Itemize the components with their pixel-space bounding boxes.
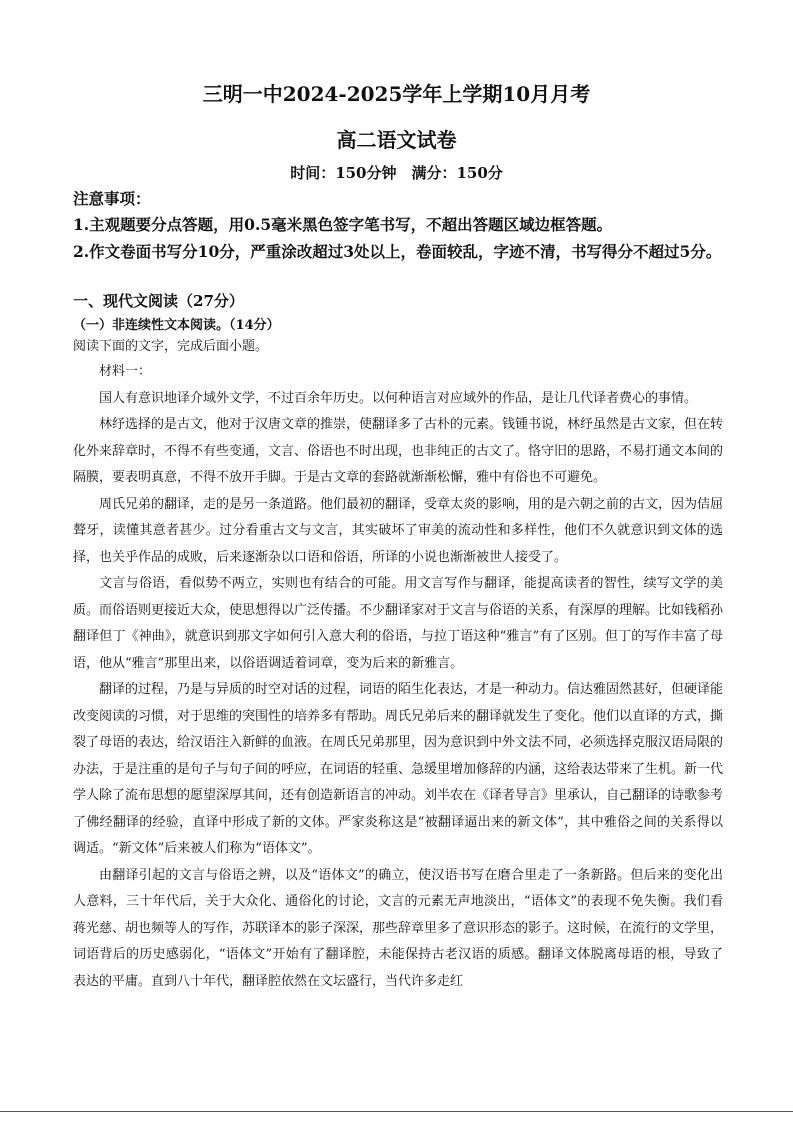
- passage-paragraph: 周氏兄弟的翻译，走的是另一条道路。他们最初的翻译，受章太炎的影响，用的是六朝之前的古文，因为佶屈聱牙，读懂其意者甚少。过分看重古文与文言，其实破坏了审美的流动性和多样性，他们不久就意识到文体的选择，也关乎作品的成败，后来逐渐杂以口语和俗语，所译的小说也渐渐被世人接受了。: [73, 496, 724, 565]
- reading-instruction: 阅读下面的文字，完成后面小题。: [73, 339, 269, 354]
- notice-item-2: 2.作文卷面书写分10分，严重涂改超过3处以上，卷面较乱，字迹不清，书写得分不超过5分。: [73, 242, 722, 261]
- exam-title: 三明一中2024-2025学年上学期10月月考: [202, 82, 591, 106]
- passage-paragraph: 国人有意识地译介域外文学，不过百余年历史。以何种语言对应域外的作品，是让几代译者费心的事情。: [99, 390, 698, 406]
- exam-subtitle: 高二语文试卷: [336, 128, 457, 152]
- passage-paragraph: 由翻译引起的文言与俗语之辨，以及“语体文”的确立，使汉语书写在磨合里走了一条新路。但后来的变化出人意料，三十年代后，关于大众化、通俗化的讨论，文言的元素无声地淡出，“语体文”的表现不免失衡。我们看蒋光慈、胡也频等人的写作，苏联译本的影子深深，那些辞章里多了意识形态的影子。这时候，在流行的文学里，词语背后的历史感弱化，“语体文”开始有了翻译腔，未能保持古老汉语的质感。翻译文体脱离母语的根，导致了表达的平庸。直到八十年代，翻译腔依然在文坛盛行，当代许多走红: [73, 867, 724, 989]
- passage-paragraph: 翻译的过程，乃是与异质的时空对话的过程，词语的陌生化表达，才是一种动力。信达雅固然甚好，但硬译能改变阅读的习惯，对于思维的突围性的培养多有帮助。周氏兄弟后来的翻译就发生了变化。他们以直译的方式，撕裂了母语的表达，给汉语注入新鲜的血液。在周氏兄弟那里，因为意识到中外文法不同，必须选择克服汉语局限的办法，于是注重的是句子与句子间的呼应，在词语的轻重、急缓里增加修辞的内涵，这给表达带来了生机。新一代学人除了流布思想的愿望深厚其间，还有创造新语言的冲动。刘半农在《译者导言》里承认，自己翻译的诗歌参考了佛经翻译的经验，直译中形成了新的文体。严家炎称这是“被翻译逼出来的新文体”，其中雅俗之间的关系得以调适。“新文体”后来被人们称为“语体文”。: [73, 682, 724, 856]
- subsection-heading: （一）非连续性文本阅读。（14分）: [73, 318, 280, 333]
- passage-paragraph: 林纾选择的是古文，他对于汉唐文章的推崇，使翻译多了古朴的元素。钱锺书说，林纾虽然是古文家，但在转化外来辞章时，不得不有些变通，文言、俗语也不时出现，也非纯正的古文了。恪守旧的思路，不易打通文本间的隔膜，要表明真意，不得不放开手脚。于是古文章的套路就渐渐松懈，雅中有俗也不可避免。: [73, 417, 724, 485]
- section-heading: 一、现代文阅读（27分）: [73, 292, 244, 310]
- exam-time-score: 时间：150分钟 满分：150分: [290, 164, 503, 182]
- notice-item-1: 1.主观题要分点答题，用0.5毫米黑色签字笔书写，不超出答题区域边框答题。: [73, 215, 613, 234]
- material-label: 材料一：: [99, 364, 152, 379]
- page-bottom-divider: [0, 1111, 793, 1112]
- passage-paragraph: 文言与俗语，看似势不两立，实则也有结合的可能。用文言写作与翻译，能提高读者的智性，续写文学的美质。而俗语则更接近大众，使思想得以广泛传播。不少翻译家对于文言与俗语的关系，有深厚的理解。比如钱稻孙翻译但丁《神曲》，就意识到那文字如何引入意大利的俗语，与拉丁语这种“雅言”有了区别。但丁的写作丰富了母语，他从“雅言”那里出来，以俗语调适着词章，变为后来的新雅言。: [73, 576, 724, 671]
- notice-heading: 注意事项：: [73, 189, 151, 208]
- reading-passage: [73, 359, 723, 995]
